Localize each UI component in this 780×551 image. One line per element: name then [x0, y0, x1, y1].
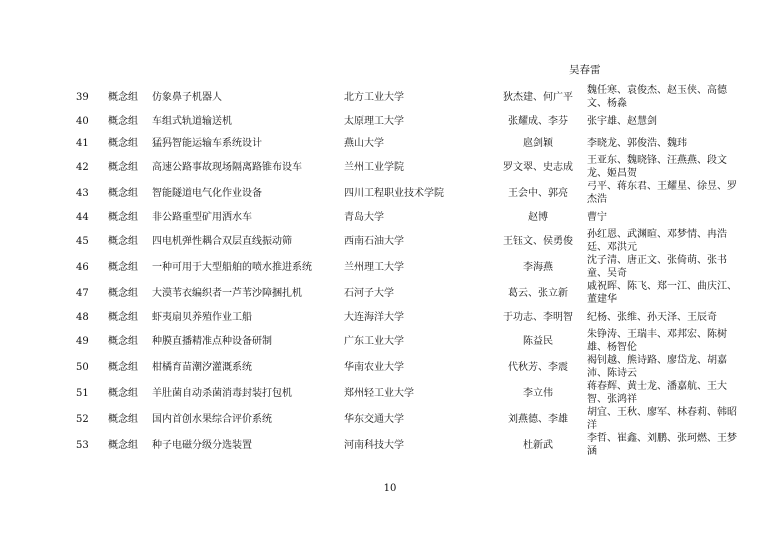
row-school: 大连海洋大学 — [344, 311, 404, 323]
row-group: 概念组 — [108, 261, 138, 273]
row-number: 47 — [76, 287, 89, 299]
row-school: 西南石油大学 — [344, 235, 404, 247]
row-title: 种膜直播精准点种设备研制 — [152, 335, 272, 347]
row-number: 42 — [76, 161, 89, 173]
row-tutor: 王会中、郭亮 — [508, 187, 568, 199]
row-members: 曹宁 — [587, 211, 607, 223]
row-tutor: 李海燕 — [523, 261, 553, 273]
table-body — [70, 84, 739, 458]
row-group: 概念组 — [108, 161, 138, 173]
row-members: 李哲、崔鑫、刘鹏、张珂燃、王梦涵 — [587, 433, 737, 457]
row-number: 45 — [76, 235, 89, 247]
row-school: 河南科技大学 — [344, 439, 404, 451]
row-school: 石河子大学 — [344, 287, 394, 299]
row-group: 概念组 — [108, 115, 138, 127]
row-tutor: 赵博 — [528, 211, 548, 223]
row-members: 王亚东、魏晓锋、汪燕燕、段文龙、姬昌贺 — [587, 155, 727, 179]
table-row — [70, 354, 739, 380]
row-number: 52 — [76, 413, 89, 425]
row-number: 50 — [76, 361, 89, 373]
table-row — [70, 406, 739, 432]
row-tutor: 代秋芳、李震 — [508, 361, 568, 373]
row-members: 纪杨、张维、孙天泽、王辰奇 — [587, 311, 717, 323]
row-members: 李晓龙、郭俊浩、魏玮 — [587, 137, 687, 149]
row-group: 概念组 — [108, 187, 138, 199]
table-row — [70, 84, 739, 110]
row-number: 40 — [76, 115, 89, 127]
row-school: 青岛大学 — [344, 211, 384, 223]
row-tutor: 于功志、李明智 — [503, 311, 573, 323]
row-group: 概念组 — [108, 335, 138, 347]
row-school: 四川工程职业技术学院 — [344, 187, 444, 199]
row-title: 一种可用于大型船舶的喷水推进系统 — [152, 261, 312, 273]
row-tutor: 狄杰建、何广平 — [503, 91, 573, 103]
row-group: 概念组 — [108, 439, 138, 451]
row-number: 44 — [76, 211, 89, 223]
row-title: 智能隧道电气化作业设备 — [152, 187, 262, 199]
row-tutor: 王钰文、侯勇俊 — [503, 235, 573, 247]
row-members: 胡宜、王秋、廖军、林春莉、韩昭洋 — [587, 407, 737, 431]
row-group: 概念组 — [108, 137, 138, 149]
row-school: 华东交通大学 — [344, 413, 404, 425]
row-tutor: 陈益民 — [523, 335, 553, 347]
table-row — [70, 132, 739, 154]
row-tutor: 杜新武 — [523, 439, 553, 451]
row-title: 仿象鼻子机器人 — [152, 91, 222, 103]
row-title: 高速公路事故现场隔离路锥布设车 — [152, 161, 302, 173]
row-school: 北方工业大学 — [344, 91, 404, 103]
table-row — [70, 432, 739, 458]
row-title: 猛犸智能运输车系统设计 — [152, 137, 262, 149]
row-title: 羊肚菌自动杀菌消毒封装打包机 — [152, 387, 292, 399]
row-school: 广东工业大学 — [344, 335, 404, 347]
row-number: 53 — [76, 439, 89, 451]
row-group: 概念组 — [108, 413, 138, 425]
table-row — [70, 380, 739, 406]
row-school: 兰州工业学院 — [344, 161, 404, 173]
row-tutor: 扈剑颖 — [523, 137, 553, 149]
row-school: 燕山大学 — [344, 137, 384, 149]
row-title: 车组式轨道输送机 — [152, 115, 232, 127]
row-tutor: 张耀成、李芬 — [508, 115, 568, 127]
row-group: 概念组 — [108, 235, 138, 247]
row-title: 四电机弹性耦合双层直线振动筛 — [152, 235, 292, 247]
row-members: 张宇雄、赵慧剑 — [587, 115, 657, 127]
carry-over-members: 吴春雷 — [569, 64, 601, 76]
row-school: 郑州轻工业大学 — [344, 387, 414, 399]
row-number: 51 — [76, 387, 89, 399]
row-members: 褐钊越、熊诗路、廖岱龙、胡嘉沛、陈诗云 — [587, 355, 727, 379]
table-row — [70, 154, 739, 180]
row-members: 弓平、蒋东君、王耀星、徐昱、罗杰浩 — [587, 181, 737, 205]
row-group: 概念组 — [108, 311, 138, 323]
table-row — [70, 280, 739, 306]
table-row — [70, 110, 739, 132]
row-tutor: 葛云、张立新 — [508, 287, 568, 299]
award-table — [70, 84, 739, 458]
row-group: 概念组 — [108, 387, 138, 399]
table-row — [70, 254, 739, 280]
row-number: 46 — [76, 261, 89, 273]
row-group: 概念组 — [108, 361, 138, 373]
table-row — [70, 328, 739, 354]
row-school: 华南农业大学 — [344, 361, 404, 373]
row-members: 魏任寒、袁俊杰、赵玉侠、高德文、杨淼 — [587, 85, 727, 109]
row-group: 概念组 — [108, 287, 138, 299]
page-number: 10 — [383, 483, 397, 494]
row-tutor: 刘燕德、李雄 — [508, 413, 568, 425]
row-group: 概念组 — [108, 211, 138, 223]
row-number: 39 — [76, 91, 89, 103]
row-members: 戚祝晖、陈飞、郑一江、曲庆江、董建华 — [587, 281, 737, 305]
row-title: 柑橘育苗潮汐灌溉系统 — [152, 361, 252, 373]
row-number: 41 — [76, 137, 89, 149]
row-members: 沈子清、唐正文、张倚萌、张书童、吴奇 — [587, 255, 727, 279]
row-school: 太原理工大学 — [344, 115, 404, 127]
table-row — [70, 306, 739, 328]
table-row — [70, 228, 739, 254]
row-members: 朱铮涛、王瑞丰、邓邦宏、陈树雄、杨智伦 — [587, 329, 727, 353]
row-tutor: 李立伟 — [523, 387, 553, 399]
row-group: 概念组 — [108, 91, 138, 103]
row-title: 国内首创水果综合评价系统 — [152, 413, 272, 425]
row-members: 蒋春辉、黄士龙、潘嘉航、王大智、张鸿祥 — [587, 381, 727, 405]
row-title: 大漠苇衣编织者一芦苇沙障捆扎机 — [152, 287, 302, 299]
row-tutor: 罗文翠、史志成 — [503, 161, 573, 173]
row-members: 孙红恩、武渊暄、邓梦情、冉浩廷、邓洪元 — [587, 229, 727, 253]
table-row — [70, 206, 739, 228]
row-number: 49 — [76, 335, 89, 347]
row-school: 兰州理工大学 — [344, 261, 404, 273]
table-row — [70, 180, 739, 206]
row-number: 43 — [76, 187, 89, 199]
row-title: 种子电磁分级分选装置 — [152, 439, 252, 451]
row-number: 48 — [76, 311, 89, 323]
row-title: 非公路重型矿用洒水车 — [152, 211, 252, 223]
row-title: 虾夷扇贝养殖作业工船 — [152, 311, 252, 323]
